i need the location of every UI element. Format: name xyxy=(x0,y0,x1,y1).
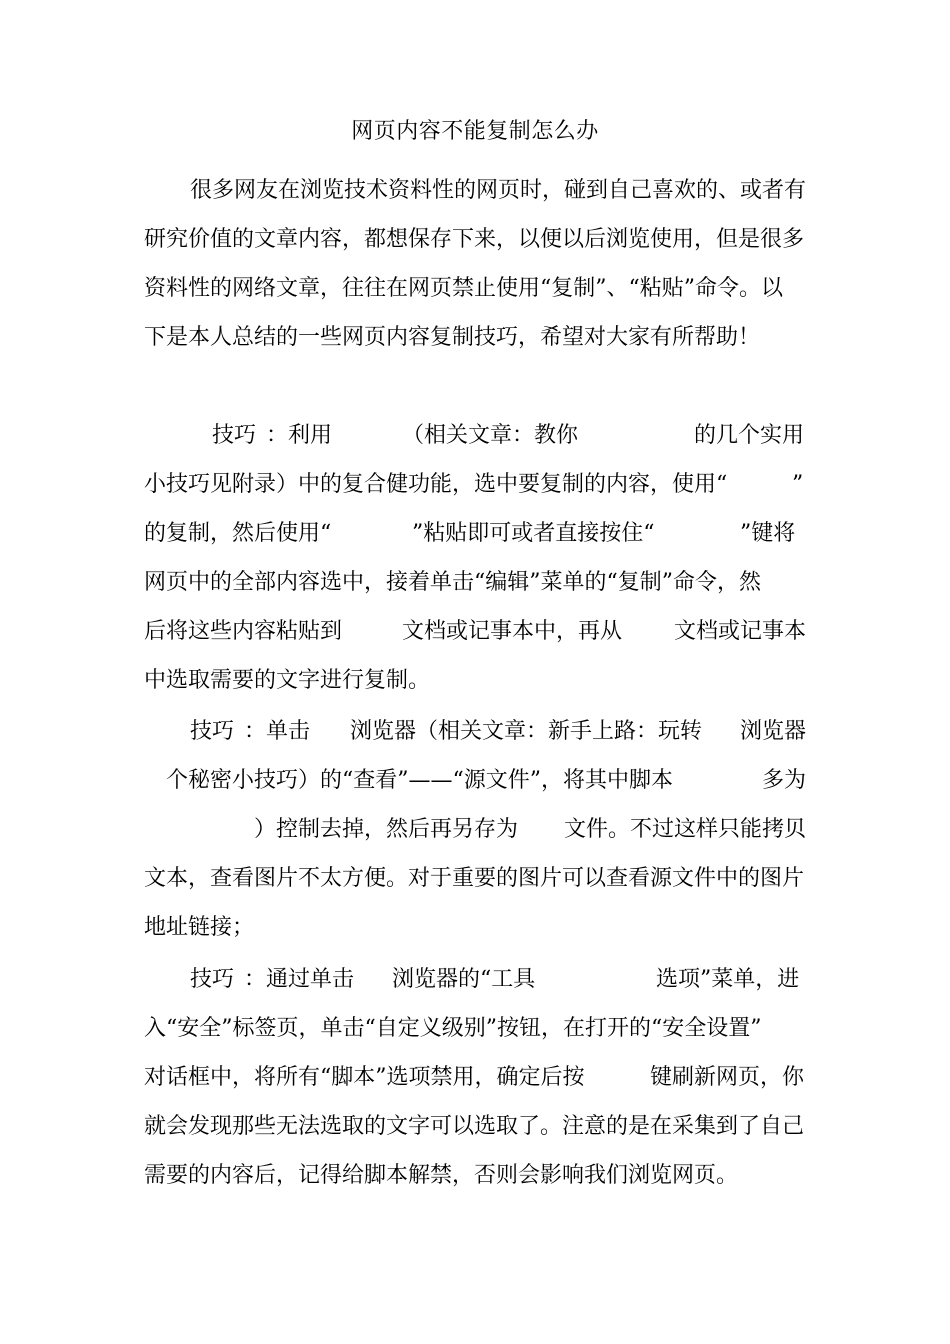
text-segment: 入“安全”标签页，单击“自定义级别”按钮，在打开的“安全设置” xyxy=(144,1016,762,1041)
text-segment: 文件。不过这样只能拷贝 xyxy=(564,817,807,842)
text-segment: ：单击 xyxy=(244,719,311,744)
text-segment: 技巧 xyxy=(190,719,235,744)
text-segment: 的几个实用 xyxy=(694,423,805,448)
text-segment: 很多网友在浏览技术资料性的网页时，碰到自己喜欢的、或者有 xyxy=(190,178,807,203)
text-segment: 资料性的网络文章，往往在网页禁止使用“复制”、“粘贴”命令。以 xyxy=(144,276,783,301)
page-title: 网页内容不能复制怎么办 xyxy=(351,119,599,144)
text-segment: 地址链接； xyxy=(144,915,255,940)
text-segment: 浏览器（相关文章：新手上路：玩转 xyxy=(350,719,703,744)
text-segment: 需要的内容后，记得给脚本解禁，否则会影响我们浏览网页。 xyxy=(144,1163,739,1188)
text-segment: 技巧 xyxy=(190,967,235,992)
text-segment: （相关文章：教你 xyxy=(402,423,579,448)
text-segment: ：利用 xyxy=(266,423,333,448)
text-segment: ”粘贴即可或者直接按住“ xyxy=(412,521,655,546)
text-segment: 文本，查看图片不太方便。对于重要的图片可以查看源文件中的图片 xyxy=(144,866,805,891)
text-segment: 个秘密小技巧）的“查看”——“源文件”，将其中脚本 xyxy=(166,768,673,793)
text-segment: ）控制去掉，然后再另存为 xyxy=(254,817,519,842)
text-segment: 中选取需要的文字进行复制。 xyxy=(144,668,431,693)
text-segment: 小技巧见附录）中的复合健功能，选中要复制的内容，使用“ xyxy=(144,472,728,497)
text-segment: 后将这些内容粘贴到 xyxy=(144,619,343,644)
text-segment: 技巧 xyxy=(212,423,257,448)
text-segment: 浏览器 xyxy=(740,719,807,744)
text-segment: 研究价值的文章内容，都想保存下来，以便以后浏览使用，但是很多 xyxy=(144,227,805,252)
text-segment: 的复制，然后使用“ xyxy=(144,521,332,546)
text-segment: 对话框中，将所有“脚本”选项禁用，确定后按 xyxy=(144,1065,585,1090)
text-segment: 下是本人总结的一些网页内容复制技巧，希望对大家有所帮助！ xyxy=(144,325,761,350)
text-segment: 浏览器的“工具 xyxy=(392,967,536,992)
text-segment: 文档或记事本中，再从 xyxy=(402,619,623,644)
text-segment: 键刷新网页，你 xyxy=(650,1065,805,1090)
text-segment: ” xyxy=(792,472,804,497)
text-segment: ：通过单击 xyxy=(244,967,355,992)
text-segment: 就会发现那些无法选取的文字可以选取了。注意的是在采集到了自己 xyxy=(144,1114,805,1139)
text-segment: 网页中的全部内容选中，接着单击“编辑”菜单的“复制”命令，然 xyxy=(144,570,761,595)
text-segment: 多为 xyxy=(762,768,807,793)
text-segment: 选项”菜单，进 xyxy=(656,967,800,992)
text-segment: ”键将 xyxy=(740,521,796,546)
text-segment: 文档或记事本 xyxy=(674,619,807,644)
